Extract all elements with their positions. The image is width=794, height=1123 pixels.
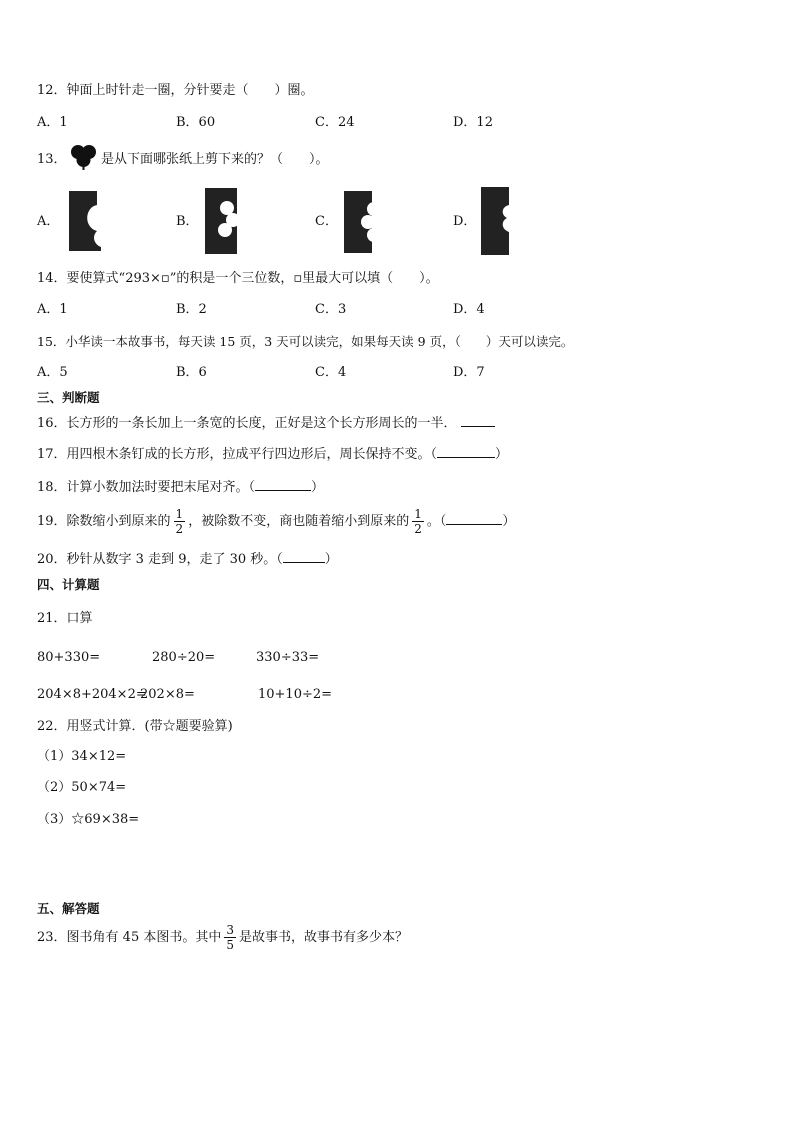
q22-item-2: （2）50×74= <box>37 780 127 795</box>
q22-item-1: （1）34×12= <box>37 749 127 764</box>
q19-part2: ，被除数不变，商也随着缩小到原来的 <box>188 514 410 529</box>
q19-fraction-1 <box>174 507 186 536</box>
q17-stem: 17．用四根木条钉成的长方形，拉成平行四边形后，周长保持不变。（ <box>37 447 438 462</box>
q12-option-a: A．1 <box>37 115 68 130</box>
q19-row <box>37 504 515 540</box>
q21-expr-3: 330÷33= <box>256 650 320 665</box>
q18-answer-blank[interactable] <box>255 490 311 491</box>
q20-row <box>37 551 338 569</box>
q18-close: ） <box>311 480 325 495</box>
q20-close: ） <box>324 552 338 567</box>
q23-fraction <box>224 923 236 952</box>
q19-part1: 19．除数缩小到原来的 <box>37 514 171 529</box>
q23-part2: 是故事书，故事书有多少本？ <box>239 930 409 945</box>
q14-stem: 14．要使算式“293×▫”的积是一个三位数，▫里最大可以填（ ）。 <box>37 271 439 286</box>
q20-stem: 20．秒针从数字 3 走到 9，走了 30 秒。（ <box>37 552 283 567</box>
q18-row <box>37 479 324 497</box>
q15-option-b: B．6 <box>176 365 207 380</box>
q22-stem: 22．用竖式计算．(带☆题要验算) <box>37 719 233 734</box>
q19-fraction-1-denominator: 2 <box>175 522 184 536</box>
q23-fraction-numerator: 3 <box>226 923 234 937</box>
q16-row <box>37 415 495 433</box>
clover-icon <box>66 143 100 171</box>
section-3-title: 三、判断题 <box>37 390 100 405</box>
paper-d-image <box>477 185 513 257</box>
q14-option-b: B．2 <box>176 302 207 317</box>
q20-answer-blank[interactable] <box>283 562 325 563</box>
q17-answer-blank[interactable] <box>437 457 495 458</box>
q19-part3: 。（ <box>426 514 447 529</box>
q16-stem: 16．长方形的一条长加上一条宽的长度，正好是这个长方形周长的一半． <box>37 416 457 431</box>
q12-option-b: B．60 <box>176 115 216 130</box>
q15-option-d: D．7 <box>453 365 485 380</box>
q17-row <box>37 446 508 464</box>
q19-fraction-2-numerator: 1 <box>414 507 422 521</box>
q13-stem: 是从下面哪张纸上剪下来的？（ ）。 <box>101 152 329 167</box>
q16-answer-blank[interactable] <box>461 426 495 427</box>
q23-part1: 23．图书角有 45 本图书。其中 <box>37 930 222 945</box>
q12-stem: 12．钟面上时针走一圈，分针要走（ ）圈。 <box>37 83 314 98</box>
q19-fraction-1-numerator: 1 <box>175 507 184 521</box>
q14-option-a: A．1 <box>37 302 68 317</box>
q21-expr-4: 204×8+204×2= <box>37 687 147 702</box>
q17-close: ） <box>495 447 509 462</box>
q19-answer-blank[interactable] <box>446 524 502 525</box>
q12-option-c: C．24 <box>315 115 355 130</box>
q13-option-d: D． <box>453 214 477 229</box>
q23-fraction-denominator: 5 <box>226 938 234 952</box>
q19-close: ） <box>502 514 516 529</box>
q14-option-d: D．4 <box>453 302 485 317</box>
paper-a-image <box>67 187 103 255</box>
q15-option-a: A．5 <box>37 365 68 380</box>
q21-expr-1: 80+330= <box>37 650 101 665</box>
q12-option-d: D．12 <box>453 115 493 130</box>
q22-item-3: （3）☆69×38= <box>37 812 140 827</box>
paper-c-image <box>340 187 380 257</box>
q15-option-c: C．4 <box>315 365 347 380</box>
q13-option-a: A． <box>37 214 60 229</box>
q13-number: 13． <box>37 152 67 167</box>
q13-option-c: C． <box>315 214 338 229</box>
section-4-title: 四、计算题 <box>37 577 100 592</box>
q21-stem: 21．口算 <box>37 611 93 626</box>
q21-expr-2: 280÷20= <box>152 650 216 665</box>
q21-expr-6: 10+10÷2= <box>258 687 333 702</box>
q18-stem: 18．计算小数加法时要把末尾对齐。（ <box>37 480 256 495</box>
paper-b-image <box>203 186 239 256</box>
q14-option-c: C．3 <box>315 302 347 317</box>
q19-fraction-2-denominator: 2 <box>414 522 422 536</box>
q23-row <box>37 920 408 956</box>
q15-stem: 15．小华读一本故事书，每天读 15 页，3 天可以读完，如果每天读 9 页，（ ）天可以读完。 <box>37 334 574 349</box>
q13-option-b: B． <box>176 214 199 229</box>
q19-fraction-2 <box>412 507 424 536</box>
section-5-title: 五、解答题 <box>37 901 100 916</box>
q21-expr-5: 202×8= <box>140 687 195 702</box>
